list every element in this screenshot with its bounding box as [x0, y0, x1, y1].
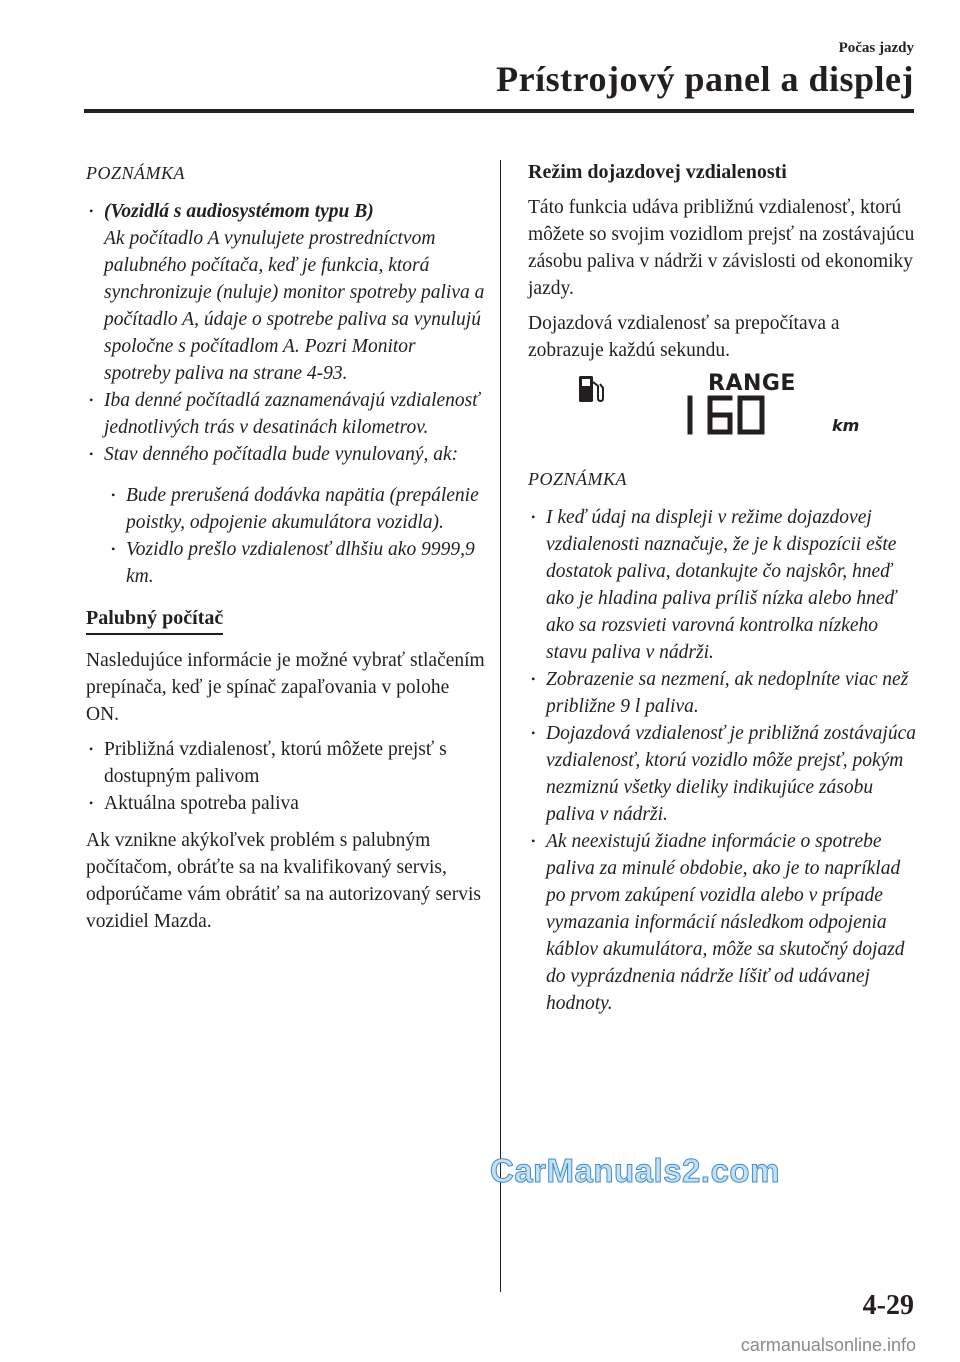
note-sub-item: • Vozidlo prešlo vzdialenosť dlhšiu ako 9999,9 km. — [108, 536, 486, 590]
header-rule — [84, 109, 914, 113]
column-divider — [500, 160, 501, 1292]
page-title: Prístrojový panel a displej — [496, 59, 914, 99]
note-heading: POZNÁMKA — [528, 469, 628, 489]
paragraph: Dojazdová vzdialenosť sa prepočítava a zobrazuje každú sekundu. — [528, 313, 840, 361]
range-display-figure — [528, 372, 918, 454]
note-sub-list — [104, 482, 486, 590]
subsection-heading: Režim dojazdovej vzdialenosti — [528, 161, 787, 183]
paragraph: Ak vznikne akýkoľvek problém s palubným počítačom, obráťte sa na kvalifikovaný servis, odporúčame vám obrátiť sa na autorizovaný servis vozidiel Mazda. — [86, 830, 481, 932]
fuel-pump-icon — [576, 374, 604, 404]
range-label: RANGE — [708, 371, 796, 396]
note-item-text: Ak počítadlo A vynulujete prostredníctvom palubného počítača, keď je funkcia, ktorá synchronizuje (nuluje) monitor spotreby paliva a počítadlo A, údaje o spotrebe paliva sa vynulujú spoločne s počítadlom A. Pozri Monitor spotreby paliva na strane 4-93. — [104, 228, 485, 384]
paragraph: Nasledujúce informácie je možné vybrať stlačením prepínača, keď je spínač zapaľovania v polohe ON. — [86, 650, 485, 725]
range-value-digits — [682, 394, 768, 436]
page-number: 4-29 — [862, 1290, 914, 1321]
note-item: • Ak neexistujú žiadne informácie o spotrebe paliva za minulé obdobie, ako je to napríklad po prvom zakúpení vozidla alebo v prípade vymazania informácií následkom odpojenia káblov akumulátora, môže sa skutočný dojazd do vyprázdnenia nádrže líšiť od udávanej hodnoty. — [528, 828, 918, 1017]
note-list — [528, 504, 918, 1017]
note-item-text: Stav denného počítadla bude vynulovaný, ak: — [104, 444, 459, 465]
note-item: • I keď údaj na displeji v režime dojazdovej vzdialenosti naznačuje, že je k dispozícii ešte dostatok paliva, dotankujte čo najskôr, hneď ako je hladina paliva príliš nízka alebo hneď ako sa rozsvieti varovná kontrolka nízkeho stavu paliva v nádrži. — [528, 504, 918, 666]
note-list — [86, 198, 486, 590]
note-item: • Dojazdová vzdialenosť je približná zostávajúca vzdialenosť, ktorú vozidlo môže prejsť, pokým nezmiznú všetky dieliky indikujúce zásobu paliva v nádrži. — [528, 720, 918, 828]
footer-site: carmanualsonline.info — [740, 1335, 916, 1355]
note-item-text: Iba denné počítadlá zaznamenávajú vzdialenosť jednotlivých trás v desatinách kilometrov. — [104, 390, 480, 438]
note-item-bold: (Vozidlá s audiosystémom typu B) — [104, 201, 374, 222]
left-column — [86, 158, 486, 943]
note-heading: POZNÁMKA — [86, 163, 186, 183]
bullet-list — [86, 736, 486, 817]
header-section: Počas jazdy — [838, 40, 914, 56]
paragraph: Táto funkcia udáva približnú vzdialenosť, ktorú môžete so svojim vozidlom prejsť na zostávajúcu zásobu paliva v nádrži v závislosti od ekonomiky jazdy. — [528, 197, 915, 299]
watermark: CarManuals2.com — [490, 1152, 780, 1189]
range-unit: km — [832, 416, 860, 435]
list-item: • Aktuálna spotreba paliva — [86, 790, 486, 817]
section-heading: Palubný počítač — [86, 604, 223, 635]
list-item: • Približná vzdialenosť, ktorú môžete prejsť s dostupným palivom — [86, 736, 486, 790]
note-item — [86, 441, 486, 590]
note-item: • Zobrazenie sa nezmení, ak nedoplníte viac než približne 9 l paliva. — [528, 666, 918, 720]
note-item — [86, 387, 486, 441]
note-item — [86, 198, 486, 387]
right-column — [528, 158, 918, 1017]
note-sub-item: • Bude prerušená dodávka napätia (prepálenie poistky, odpojenie akumulátora vozidla). — [108, 482, 486, 536]
